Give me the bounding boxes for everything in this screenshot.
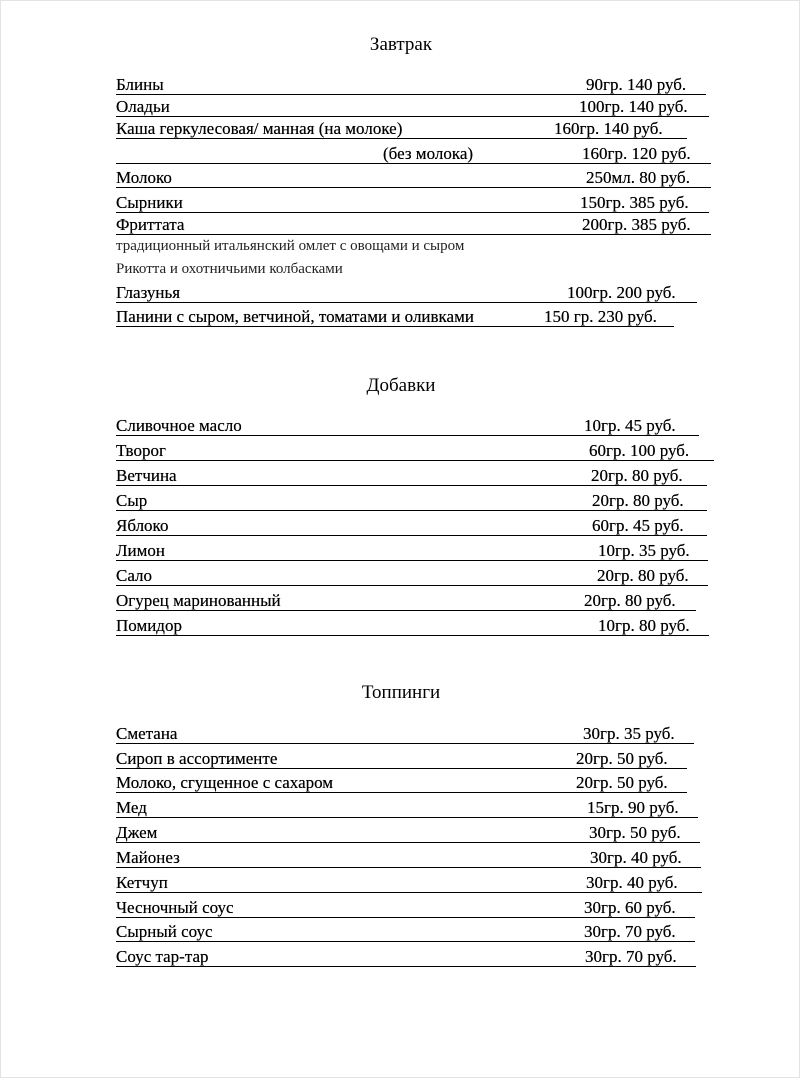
item-price: 20гр. 80 руб. [592,491,684,510]
item-name: Яблоко [116,516,169,535]
item-price: 20гр. 50 руб. [576,773,668,792]
item-price: 30гр. 40 руб. [586,873,678,892]
item-price: 160гр. 140 руб. [554,119,663,138]
menu-row [116,75,706,95]
menu-row [116,416,699,436]
menu-row [116,541,708,561]
item-name: Огурец маринованный [116,591,281,610]
item-price: 150 гр. 230 руб. [544,307,657,326]
item-name: Молоко, сгущенное с сахаром [116,773,334,792]
menu-row [116,823,700,843]
menu-row [116,307,674,327]
item-name: Соус тар-тар [116,947,209,966]
item-price: 20гр. 50 руб. [576,749,668,768]
item-name: Глазунья [116,283,181,302]
menu-row [116,168,711,188]
item-price: 30гр. 70 руб. [584,922,676,941]
section-title-breakfast: Завтрак [369,34,433,55]
menu-row [116,848,701,868]
item-name: Блины [116,75,164,94]
item-price: 90гр. 140 руб. [586,75,687,94]
item-name: Ветчина [116,466,177,485]
menu-row [116,591,696,611]
item-price: 30гр. 50 руб. [589,823,681,842]
item-price: 30гр. 70 руб. [585,947,677,966]
menu-row [116,724,694,744]
item-name: Сало [116,566,153,585]
item-price: 150гр. 385 руб. [580,193,689,212]
menu-row [116,947,696,967]
item-price: 30гр. 35 руб. [583,724,675,743]
menu-row [116,898,695,918]
section-title-additions: Добавки [366,375,436,396]
item-name: Сметана [116,724,178,743]
item-name: Оладьи [116,97,170,116]
menu-row [116,798,698,818]
item-name: Фриттата [116,215,185,234]
item-price: 200гр. 385 руб. [582,215,691,234]
menu-row [116,749,687,769]
item-price: 10гр. 45 руб. [584,416,676,435]
menu-row [116,491,707,511]
frittata-description-line: традиционный итальянский омлет с овощами и сыром [116,238,465,254]
item-name: Майонез [116,848,180,867]
item-price: 250мл. 80 руб. [586,168,690,187]
item-price: 60гр. 100 руб. [589,441,690,460]
item-subname: (без молока) [383,144,474,163]
item-price: 20гр. 80 руб. [591,466,683,485]
item-name: Молоко [116,168,172,187]
item-name: Кетчуп [116,873,168,892]
menu-row [116,616,709,636]
item-price: 10гр. 35 руб. [598,541,690,560]
item-name: Мед [116,798,147,817]
menu-row [116,773,687,793]
section-title-toppings: Топпинги [361,682,441,703]
menu-row [116,193,709,213]
menu-row [116,566,708,586]
item-price: 30гр. 40 руб. [590,848,682,867]
menu-row [116,119,687,139]
item-name: Панини с сыром, ветчиной, томатами и оливками [116,307,474,326]
menu-row [116,215,711,235]
menu-row [116,516,707,536]
menu-row [116,97,709,117]
item-name: Лимон [116,541,165,560]
menu-row [116,144,711,164]
item-name: Чесночный соус [116,898,234,917]
item-name: Сироп в ассортименте [116,749,278,768]
menu-row [116,873,702,893]
item-name: Сыр [116,491,148,510]
item-price: 15гр. 90 руб. [587,798,679,817]
frittata-description-line: Рикотта и охотничьими колбасками [116,261,343,277]
item-name: Каша геркулесовая/ манная (на молоке) [116,119,403,138]
item-price: 10гр. 80 руб. [598,616,690,635]
menu-row [116,283,697,303]
item-name: Сливочное масло [116,416,242,435]
item-price: 60гр. 45 руб. [592,516,684,535]
item-price: 100гр. 200 руб. [567,283,676,302]
item-price: 20гр. 80 руб. [597,566,689,585]
menu-row [116,922,695,942]
item-price: 30гр. 60 руб. [584,898,676,917]
menu-row [116,441,714,461]
item-name: Сырный соус [116,922,213,941]
item-price: 100гр. 140 руб. [579,97,688,116]
item-price: 20гр. 80 руб. [584,591,676,610]
item-name: Помидор [116,616,182,635]
item-name: Творог [116,441,166,460]
item-price: 160гр. 120 руб. [582,144,691,163]
menu-row [116,466,707,486]
item-name: Сырники [116,193,183,212]
item-name: Джем [116,823,158,842]
